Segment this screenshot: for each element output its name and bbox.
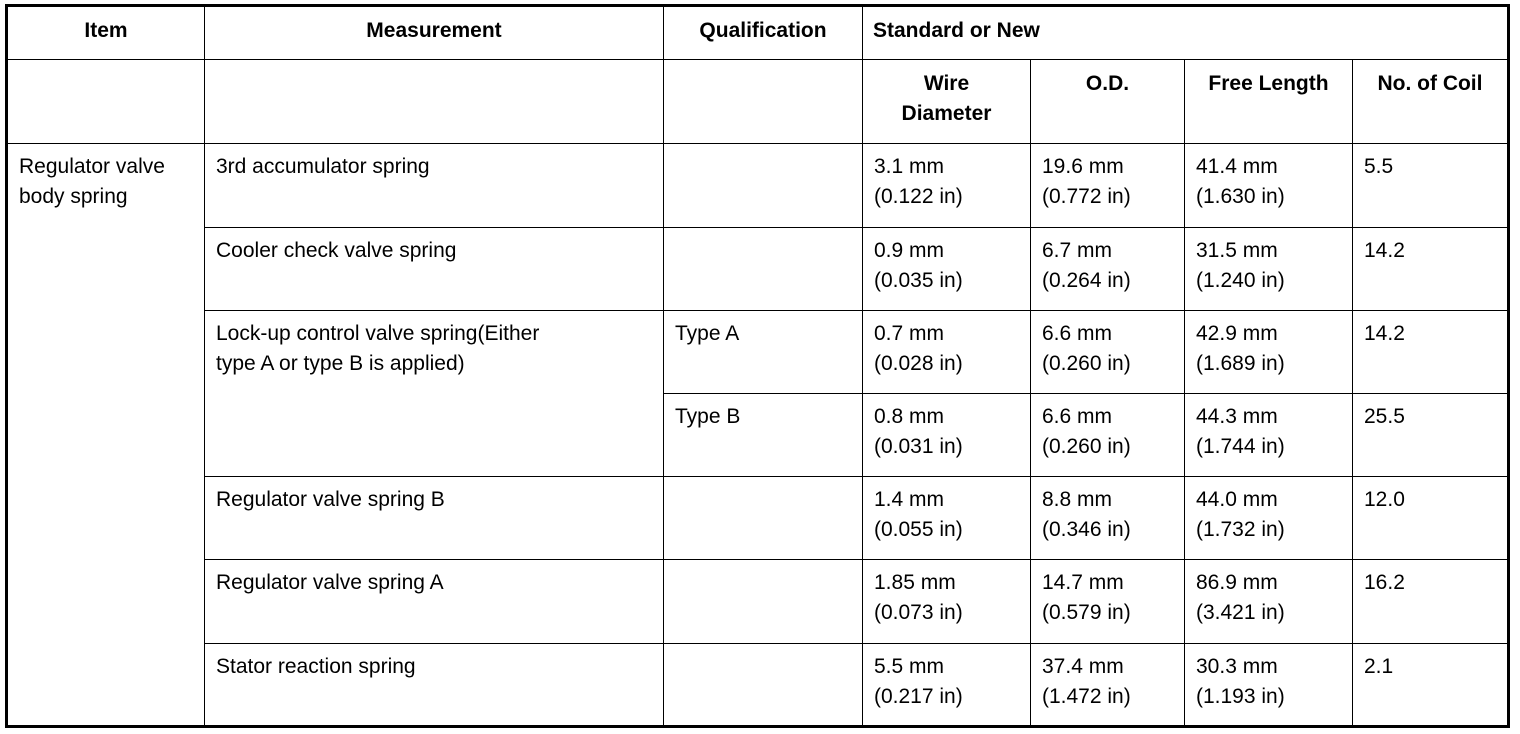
wire-cell: 5.5 mm (0.217 in) — [863, 643, 1031, 726]
table-row — [7, 310, 1509, 393]
item-cell — [7, 144, 205, 727]
header-qualification: Qualification — [664, 6, 863, 60]
measurement-cell: Cooler check valve spring — [205, 227, 664, 310]
subheader-empty-item — [7, 60, 205, 144]
qualification-cell — [664, 144, 863, 227]
wire-cell: 1.4 mm (0.055 in) — [863, 477, 1031, 560]
wire-cell: 0.7 mm (0.028 in) — [863, 310, 1031, 393]
wire-cell: 1.85 mm (0.073 in) — [863, 560, 1031, 643]
length-cell: 86.9 mm (3.421 in) — [1185, 560, 1353, 643]
wire-cell: 0.9 mm (0.035 in) — [863, 227, 1031, 310]
qualification-cell: Type A — [664, 310, 863, 393]
table-row — [7, 144, 1509, 227]
header-wire-diameter-line2: Diameter — [901, 102, 992, 126]
measurement-cell: Stator reaction spring — [205, 643, 664, 726]
qualification-cell: Type B — [664, 394, 863, 477]
length-cell: 41.4 mm (1.630 in) — [1185, 144, 1353, 227]
length-cell: 42.9 mm (1.689 in) — [1185, 310, 1353, 393]
od-cell: 6.6 mm (0.260 in) — [1031, 394, 1185, 477]
header-coils: No. of Coil — [1353, 60, 1509, 144]
item-line2: body spring — [19, 185, 128, 209]
coils-cell: 14.2 — [1353, 227, 1509, 310]
measurement-cell: Regulator valve spring B — [205, 477, 664, 560]
table-row — [7, 560, 1509, 643]
header-item: Item — [7, 6, 205, 60]
od-cell: 37.4 mm (1.472 in) — [1031, 643, 1185, 726]
header-wire-diameter — [863, 60, 1031, 144]
length-cell: 30.3 mm (1.193 in) — [1185, 643, 1353, 726]
measurement-cell: Lock-up control valve spring(Either type A or type B is applied) — [205, 310, 664, 476]
qualification-cell — [664, 227, 863, 310]
item-line1: Regulator valve — [19, 155, 165, 179]
spring-spec-table — [5, 4, 1510, 728]
coils-cell: 12.0 — [1353, 477, 1509, 560]
coils-cell: 2.1 — [1353, 643, 1509, 726]
wire-cell: 0.8 mm (0.031 in) — [863, 394, 1031, 477]
table-row — [7, 227, 1509, 310]
subheader-empty-measurement — [205, 60, 664, 144]
coils-cell: 5.5 — [1353, 144, 1509, 227]
qualification-cell — [664, 643, 863, 726]
length-cell: 44.0 mm (1.732 in) — [1185, 477, 1353, 560]
coils-cell: 25.5 — [1353, 394, 1509, 477]
qualification-cell — [664, 477, 863, 560]
od-cell: 6.6 mm (0.260 in) — [1031, 310, 1185, 393]
od-cell: 14.7 mm (0.579 in) — [1031, 560, 1185, 643]
od-cell: 6.7 mm (0.264 in) — [1031, 227, 1185, 310]
measurement-cell: 3rd accumulator spring — [205, 144, 664, 227]
header-row — [7, 6, 1509, 60]
subheader-empty-qualification — [664, 60, 863, 144]
length-cell: 44.3 mm (1.744 in) — [1185, 394, 1353, 477]
table-row — [7, 477, 1509, 560]
table-row — [7, 643, 1509, 726]
header-wire-diameter-line1: Wire — [923, 72, 970, 96]
header-standard: Standard or New — [863, 6, 1509, 60]
qualification-cell — [664, 560, 863, 643]
header-free-length: Free Length — [1185, 60, 1353, 144]
coils-cell: 14.2 — [1353, 310, 1509, 393]
measurement-cell: Regulator valve spring A — [205, 560, 664, 643]
od-cell: 8.8 mm (0.346 in) — [1031, 477, 1185, 560]
subheader-row — [7, 60, 1509, 144]
header-measurement: Measurement — [205, 6, 664, 60]
coils-cell: 16.2 — [1353, 560, 1509, 643]
length-cell: 31.5 mm (1.240 in) — [1185, 227, 1353, 310]
od-cell: 19.6 mm (0.772 in) — [1031, 144, 1185, 227]
header-od: O.D. — [1031, 60, 1185, 144]
wire-cell: 3.1 mm (0.122 in) — [863, 144, 1031, 227]
